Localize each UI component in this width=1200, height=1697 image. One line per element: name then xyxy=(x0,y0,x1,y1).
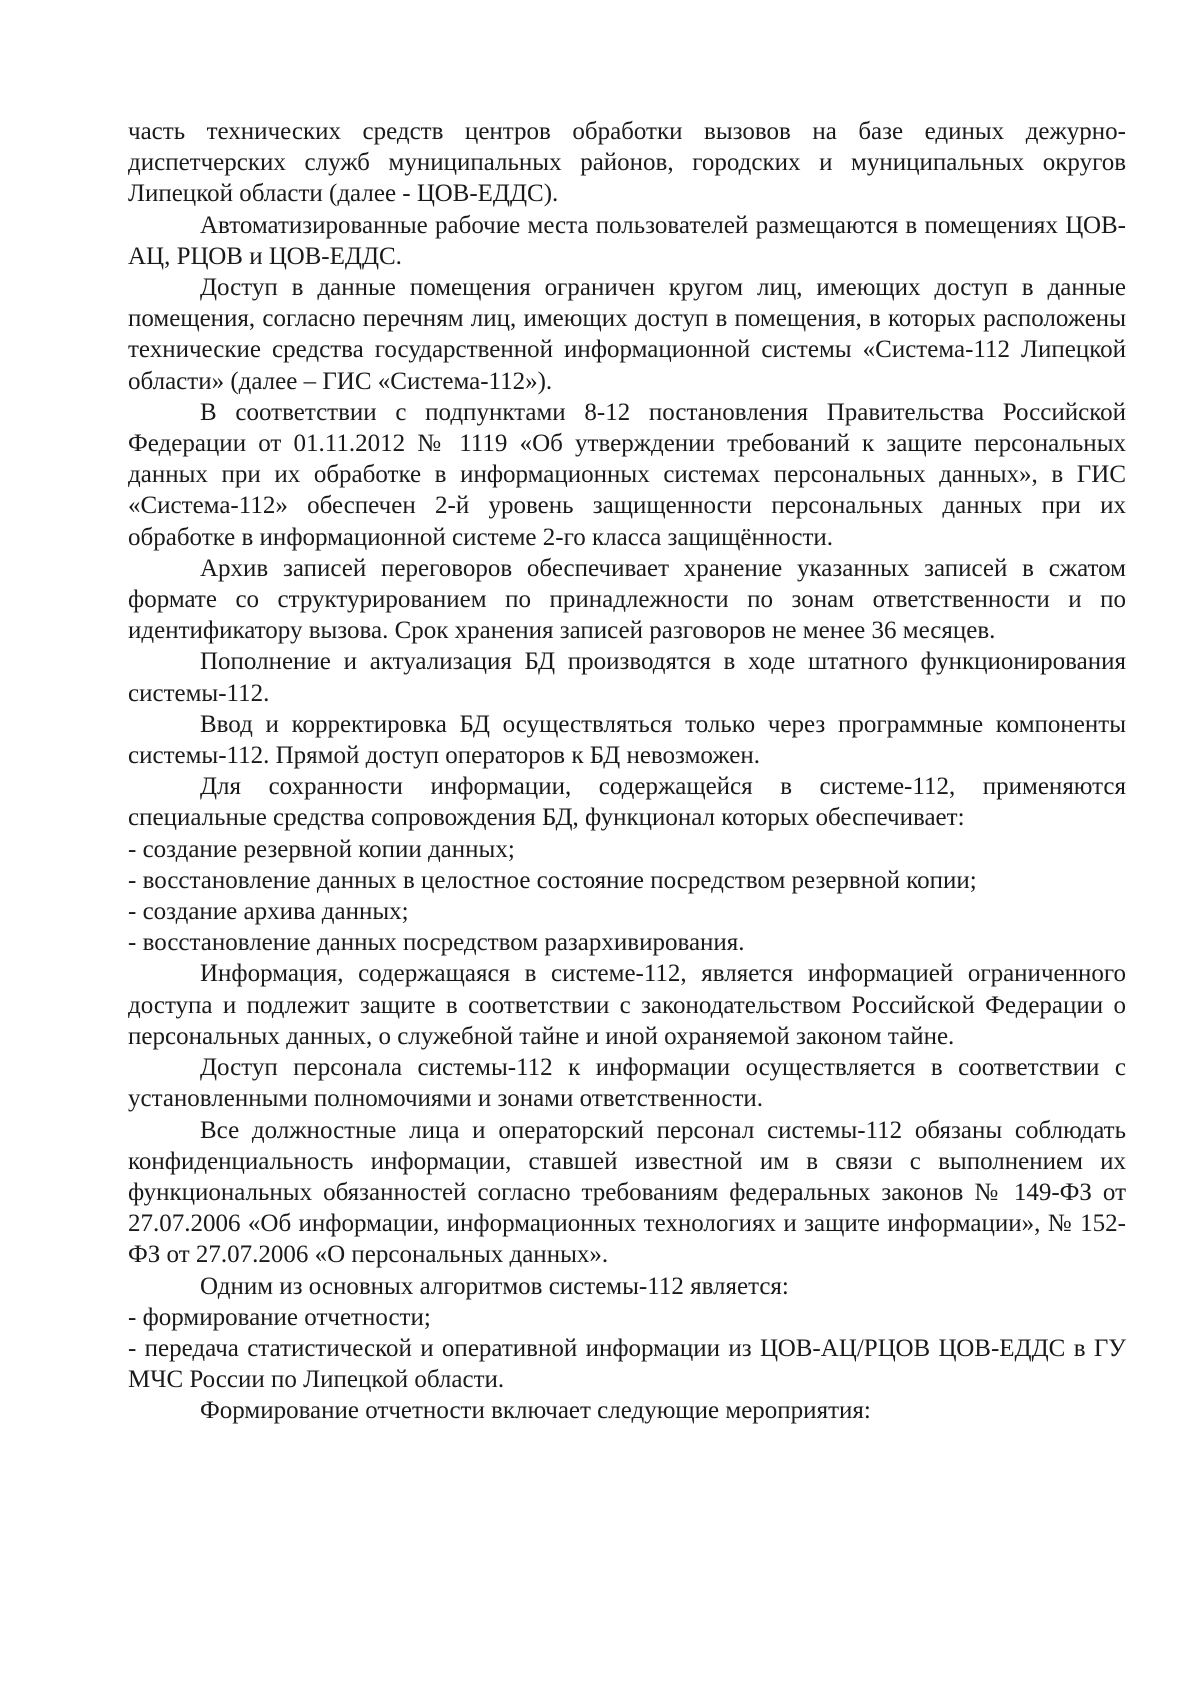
list-item: - создание архива данных; xyxy=(128,898,409,926)
paragraph: Пополнение и актуализация БД производятся в ходе штатного функционирования системы-112. xyxy=(128,648,1126,707)
paragraph: Для сохранности информации, содержащейся в системе-112, применяются специальные средства сопровождения БД, функционал которых обеспечивает: xyxy=(128,773,1126,832)
paragraph: Доступ в данные помещения ограничен кругом лиц, имеющих доступ в данные помещения, согласно перечням лиц, имеющих доступ в помещения, в которых расположены технические средства государственной информационной системы «Система-112 Липецкой области» (далее – ГИС «Система-112»). xyxy=(128,274,1126,395)
paragraph: Автоматизированные рабочие места пользователей размещаются в помещениях ЦОВ-АЦ, РЦОВ и ЦОВ-ЕДДС. xyxy=(128,211,1126,270)
paragraph: Все должностные лица и операторский персонал системы-112 обязаны соблюдать конфиденциальность информации, ставшей известной им в связи с выполнением их функциональных обязанностей согласно требованиям федеральных законов № 149-ФЗ от 27.07.2006 «Об информации, информационных технологиях и защите информации», № 152-ФЗ от 27.07.2006 «О персональных данных». xyxy=(128,1116,1126,1269)
list-item: - создание резервной копии данных; xyxy=(128,835,515,863)
list-item: - передача статистической и оперативной информации из ЦОВ-АЦ/РЦОВ ЦОВ-ЕДДС в ГУ МЧС России по Липецкой области. xyxy=(128,1334,1126,1394)
list-item: - восстановление данных посредством разархивирования. xyxy=(128,929,745,957)
paragraph: Архив записей переговоров обеспечивает хранение указанных записей в сжатом формате со структурированием по принадлежности по зонам ответственности и по идентификатору вызова. Срок хранения записей разговоров не менее 36 месяцев. xyxy=(128,554,1126,645)
paragraph: Ввод и корректировка БД осуществляться только через программные компоненты системы-112. Прямой доступ операторов к БД невозможен. xyxy=(128,710,1126,770)
paragraph: Одним из основных алгоритмов системы-112 является: xyxy=(200,1272,789,1300)
paragraph: В соответствии с подпунктами 8-12 постановления Правительства Российской Федерации от 01.11.2012 № 1119 «Об утверждении требований к защите персональных данных при их обработке в информационных системах персональных данных», в ГИС «Система-112» обеспечен 2-й уровень защищенности персональных данных при их обработке в информационной системе 2-го класса защищённости. xyxy=(128,398,1126,551)
paragraph: Доступ персонала системы-112 к информации осуществляется в соответствии с установленными полномочиями и зонами ответственности. xyxy=(128,1054,1126,1113)
paragraph: Формирование отчетности включает следующие мероприятия: xyxy=(200,1397,871,1425)
document-body xyxy=(128,116,1126,1427)
paragraph: часть технических средств центров обработки вызовов на базе единых дежурно-диспетчерских служб муниципальных районов, городских и муниципальных округов Липецкой области (далее - ЦОВ-ЕДДС). xyxy=(128,118,1126,208)
paragraph: Информация, содержащаяся в системе-112, является информацией ограниченного доступа и подлежит защите в соответствии с законодательством Российской Федерации о персональных данных, о служебной тайне и иной охраняемой законом тайне. xyxy=(128,960,1126,1050)
list-item: - формирование отчетности; xyxy=(128,1303,431,1331)
list-item: - восстановление данных в целостное состояние посредством резервной копии; xyxy=(128,866,977,894)
